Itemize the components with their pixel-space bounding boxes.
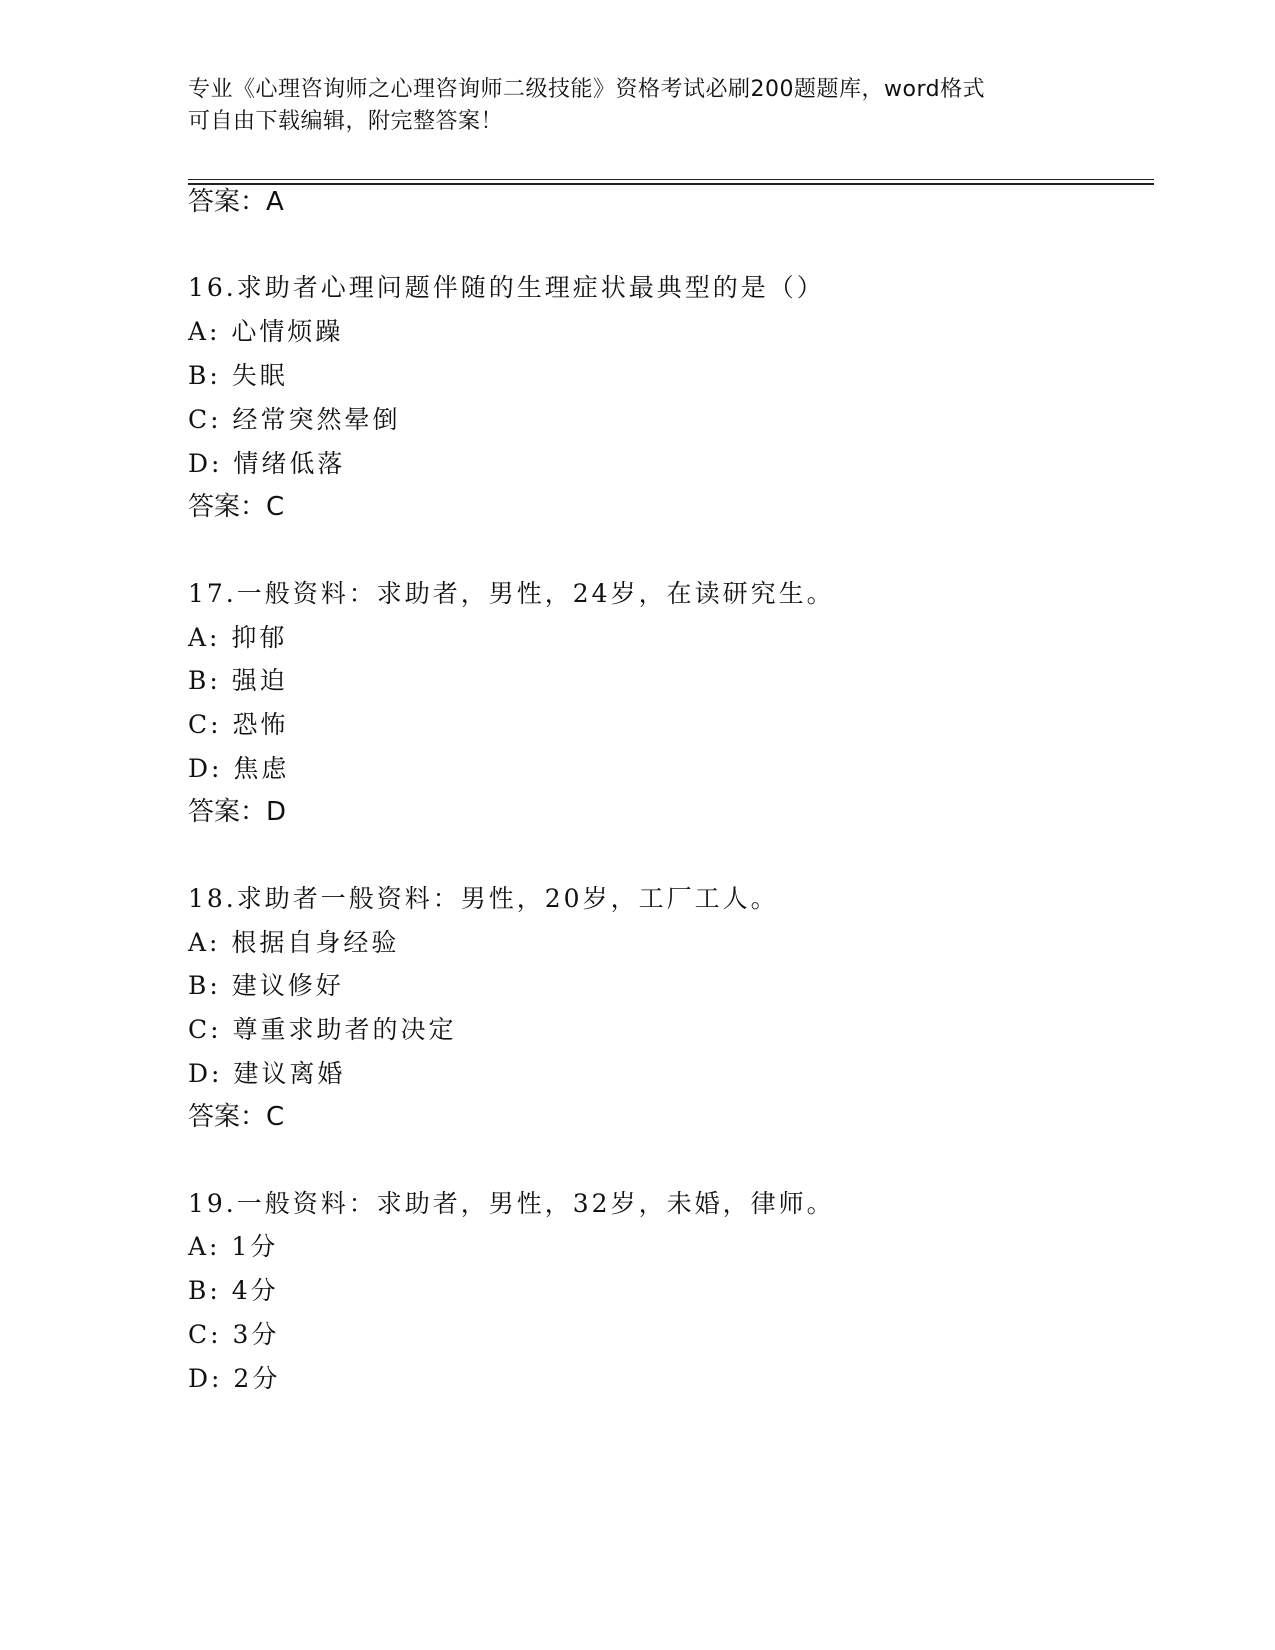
question-16-option-c: C: 经常突然晕倒 [188, 405, 401, 434]
question-18-stem: 18.求助者一般资料：男性，20岁，工厂工人。 [188, 884, 779, 913]
question-18-option-b: B: 建议修好 [188, 971, 344, 1000]
question-19-option-c: C: 3分 [188, 1320, 280, 1349]
question-18-option-a: A: 根据自身经验 [188, 928, 400, 957]
question-16-option-b: B: 失眠 [188, 361, 288, 390]
question-17-option-d: D: 焦虑 [188, 754, 290, 783]
question-19-stem: 19.一般资料：求助者，男性，32岁，未婚，律师。 [188, 1189, 835, 1218]
question-18-answer: 答案：C [188, 1102, 285, 1132]
question-17-option-a: A: 抑郁 [188, 623, 288, 652]
question-17-option-c: C: 恐怖 [188, 710, 289, 739]
question-19-option-d: D: 2分 [188, 1364, 281, 1393]
header-divider-thin [188, 179, 1154, 180]
question-16-option-d: D: 情绪低落 [188, 449, 346, 478]
question-17-answer: 答案：D [188, 797, 287, 827]
header-line-2: 可自由下载编辑，附完整答案！ [188, 109, 504, 134]
question-17-option-b: B: 强迫 [188, 666, 288, 695]
question-16-answer: 答案：C [188, 492, 285, 522]
question-19-option-b: B: 4分 [188, 1276, 279, 1305]
question-16-stem: 16.求助者心理问题伴随的生理症状最典型的是（） [188, 273, 825, 302]
question-18-option-d: D: 建议离婚 [188, 1059, 346, 1088]
document-header [188, 74, 1088, 138]
previous-answer: 答案：A [188, 187, 284, 217]
header-divider-thick [188, 183, 1154, 185]
question-17-stem: 17.一般资料：求助者，男性，24岁，在读研究生。 [188, 579, 835, 608]
question-18-option-c: C: 尊重求助者的决定 [188, 1015, 457, 1044]
header-line-1: 专业《心理咨询师之心理咨询师二级技能》资格考试必刷200题题库，word格式 [188, 77, 986, 102]
question-16-option-a: A: 心情烦躁 [188, 317, 344, 346]
question-19-option-a: A: 1分 [188, 1232, 279, 1261]
